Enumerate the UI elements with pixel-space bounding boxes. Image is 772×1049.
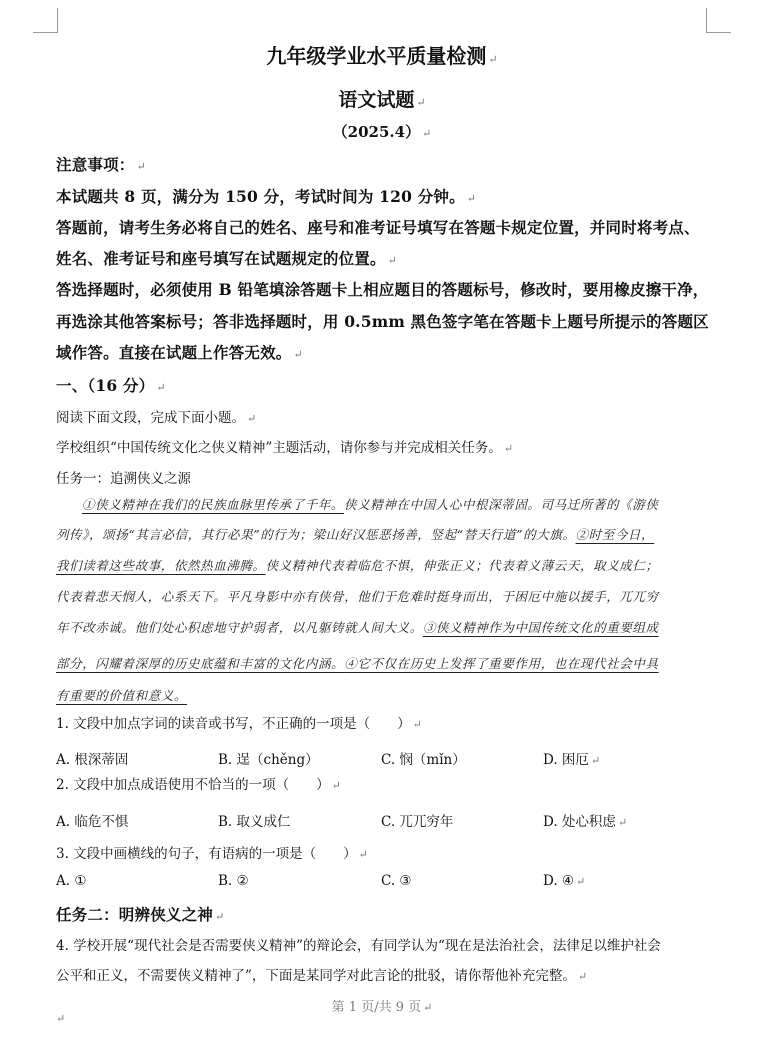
section-intro: 阅读下面文段，完成下面小题。 ↵ <box>56 410 257 426</box>
passage-line: 列传》，颂扬“其言必信，其行必果”的行为；梁山好汉惩恶扬善，竖起“替天行道”的大旗。②时至今日， <box>56 527 655 542</box>
q2-option-a[interactable]: A. 临危不惧 <box>56 814 129 830</box>
page-footer: 第 1 页/共 9 页 ↵ <box>331 1000 433 1015</box>
underlined-sentence-1: ①侠义精神在我们的民族血脉里传承了千年。 <box>82 497 345 512</box>
activity-text: 学校组织“中国传统文化之侠义精神”主题活动，请你参与并完成相关任务。 ↵ <box>56 440 514 456</box>
question-2-stem: 2. 文段中加点成语使用不恰当的一项（ ） ↵ <box>56 777 341 793</box>
notice-line: 答题前，请考生务必将自己的姓名、座号和准考证号填写在答题卡规定位置，并同时将考点、 <box>56 218 700 237</box>
question-3-stem: 3. 文段中画横线的句子，有语病的一项是（ ） ↵ <box>56 846 368 862</box>
q1-option-b[interactable]: B. 逞（chěng） <box>218 752 319 768</box>
question-4-line: 4. 学校开展“现代社会是否需要侠义精神”的辩论会，有同学认为“现在是法治社会，法律足以维护社会 <box>56 938 661 954</box>
task2-heading: 任务二：明辨侠义之神 ↵ <box>56 905 225 924</box>
notice-heading: 注意事项： ↵ <box>56 155 146 174</box>
question-1-stem: 1. 文段中加点字词的读音或书写，不正确的一项是（ ） ↵ <box>56 716 422 732</box>
underlined-sentence-2: ②时至今日， <box>575 527 655 542</box>
passage-line <box>56 654 659 672</box>
notice-line: 本试题共 8 页，满分为 150 分，考试时间为 120 分钟。 ↵ <box>56 187 477 206</box>
underlined-sentence-3-cont: 部分，闪耀着深厚的历史底蕴和丰富的文化内涵。 <box>56 656 345 671</box>
notice-line: 答选择题时，必须使用 B 铅笔填涂答题卡上相应题目的答题标号，修改时，要用橡皮擦干净， <box>56 280 709 299</box>
q3-option-d[interactable]: D. ④ ↵ <box>543 873 586 889</box>
q2-option-c[interactable]: C. 兀兀穷年 <box>381 814 454 830</box>
crop-mark-left <box>33 8 58 33</box>
q2-option-b[interactable]: B. 取义成仁 <box>218 814 291 830</box>
passage-line: 年不改赤诚。他们处心积虑地守护弱者，以凡躯铸就人间大义。③侠义精神作为中国传统文化的重要组成 <box>56 620 659 635</box>
exam-title: 九年级学业水平质量检测 ↵ <box>266 44 498 68</box>
paragraph-mark: ↵ <box>56 1012 66 1025</box>
q2-option-d[interactable]: D. 处心积虑 ↵ <box>543 814 628 830</box>
q3-option-c[interactable]: C. ③ <box>381 873 412 889</box>
underlined-sentence-2-cont: 我们读着这些故事，依然热血沸腾。 <box>56 558 266 573</box>
task1-heading: 任务一：追溯侠义之源 <box>56 471 191 487</box>
crop-mark-right <box>706 8 731 33</box>
q3-option-b[interactable]: B. ② <box>218 873 249 889</box>
q1-option-c[interactable]: C. 悯（mǐn） <box>381 752 466 768</box>
q1-option-d[interactable]: D. 困厄 ↵ <box>543 752 601 768</box>
notice-line: 姓名、准考证号和座号填写在试题规定的位置。 ↵ <box>56 249 398 268</box>
passage-line <box>56 686 187 704</box>
underlined-sentence-4: ④它不仅在历史上发挥了重要作用，也在现代社会中具 <box>344 656 659 671</box>
underlined-sentence-4-cont: 有重要的价值和意义。 <box>56 688 188 703</box>
exam-subtitle: 语文试题 ↵ <box>338 89 426 111</box>
passage-line: 我们读着这些故事，依然热血沸腾。侠义精神代表着临危不惧，伸张正义；代表着义薄云天，取义成仁； <box>56 558 659 573</box>
passage-line: 代表着悲天悯人，心系天下。平凡身影中亦有侠骨，他们于危难时挺身而出，于困厄中施以援手，兀兀穷 <box>56 589 659 604</box>
notice-line: 域作答。直接在试题上作答无效。 ↵ <box>56 343 303 362</box>
exam-date: （2025.4） ↵ <box>332 123 432 141</box>
q1-option-a[interactable]: A. 根深蒂固 <box>56 752 129 768</box>
question-4-line: 公平和正义，不需要侠义精神了”，下面是某同学对此言论的批驳，请你帮他补充完整。 ↵ <box>56 968 588 984</box>
underlined-sentence-3: ③侠义精神作为中国传统文化的重要组成 <box>422 620 659 635</box>
section-heading: 一、（16 分） ↵ <box>56 376 166 395</box>
q3-option-a[interactable]: A. ① <box>56 873 87 889</box>
passage-line: ①侠义精神在我们的民族血脉里传承了千年。侠义精神在中国人心中根深蒂固。司马迁所著的《游侠 <box>82 497 659 512</box>
notice-line: 再选涂其他答案标号；答非选择题时，用 0.5mm 黑色签字笔在答题卡上题号所提示的答题区 <box>56 312 709 331</box>
